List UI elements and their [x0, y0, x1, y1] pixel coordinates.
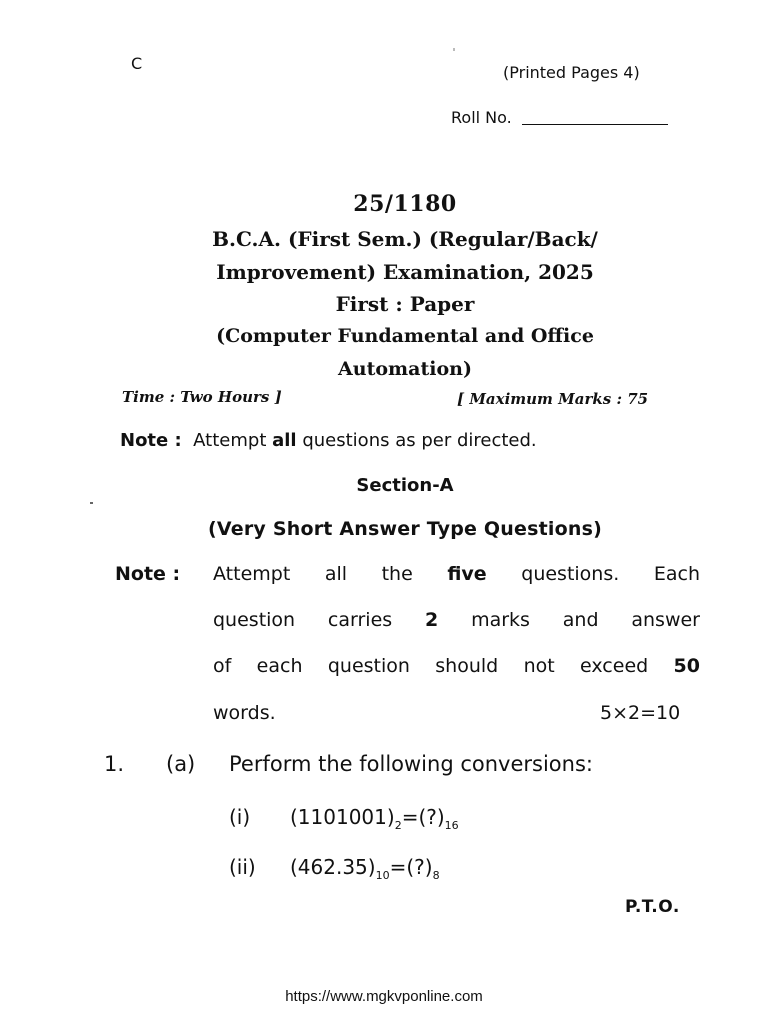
- expr-main: (462.35): [290, 855, 376, 879]
- expr-mid: =(?): [401, 805, 445, 829]
- exam-title-line4: (Computer Fundamental and Office: [216, 325, 594, 347]
- marks-tally: 5×2=10: [600, 702, 681, 724]
- expr-mid: =(?): [389, 855, 433, 879]
- general-note-pre: Attempt: [193, 430, 273, 451]
- question-number: 1.: [104, 752, 125, 776]
- note-line1-emph: five: [447, 563, 487, 585]
- exam-title-line5: Automation): [338, 358, 472, 380]
- general-note: [120, 430, 537, 451]
- base-from: 10: [375, 869, 390, 882]
- section-note-label: Note :: [115, 563, 181, 585]
- printed-pages: (Printed Pages 4): [503, 63, 640, 82]
- scan-speck: [90, 502, 93, 504]
- note-line3-emph: 50: [673, 655, 700, 677]
- section-note-line1: [213, 563, 700, 585]
- question-part: (a): [166, 752, 196, 776]
- base-to: 16: [444, 819, 459, 832]
- please-turn-over: P.T.O.: [625, 897, 680, 917]
- subquestion-expression-i: [290, 805, 459, 832]
- subquestion-label-i: (i): [229, 805, 251, 829]
- note-line2-emph: 2: [425, 609, 439, 631]
- time-allowed: Time : Two Hours ]: [122, 388, 282, 406]
- note-line2-post: marks and answer: [438, 609, 700, 631]
- roll-no-blank-line: [522, 124, 668, 125]
- scan-speck: [453, 48, 455, 51]
- section-heading: Section-A: [356, 475, 454, 496]
- subquestion-expression-ii: [290, 855, 440, 882]
- base-to: 8: [432, 869, 440, 882]
- series-code: C: [131, 54, 143, 73]
- general-note-emph: all: [272, 430, 297, 451]
- exam-title-line1: B.C.A. (First Sem.) (Regular/Back/: [212, 227, 598, 251]
- note-line1-pre: Attempt all the: [213, 563, 448, 585]
- exam-title-line2: Improvement) Examination, 2025: [216, 260, 594, 284]
- footer-url[interactable]: https://www.mgkvponline.com: [285, 988, 483, 1005]
- section-note-line2: [213, 609, 700, 631]
- question-text: Perform the following conversions:: [229, 752, 593, 776]
- subquestion-label-ii: (ii): [229, 855, 256, 879]
- roll-no: [451, 108, 668, 127]
- general-note-post: questions as per directed.: [296, 430, 537, 451]
- paper-code: 25/1180: [353, 191, 457, 217]
- section-subtitle: (Very Short Answer Type Questions): [208, 518, 602, 540]
- base-from: 2: [394, 819, 402, 832]
- maximum-marks: [ Maximum Marks : 75: [457, 390, 649, 408]
- expr-main: (1101001): [290, 805, 395, 829]
- section-note-line3: [213, 655, 700, 677]
- roll-no-label: Roll No.: [451, 108, 512, 127]
- note-line1-post: questions. Each: [486, 563, 700, 585]
- note-line2-pre: question carries: [213, 609, 426, 631]
- general-note-label: Note :: [120, 430, 182, 451]
- exam-title-line3: First : Paper: [335, 292, 475, 316]
- note-line3-pre: of each question should not exceed: [213, 655, 674, 677]
- section-note-line4: words.: [213, 702, 276, 724]
